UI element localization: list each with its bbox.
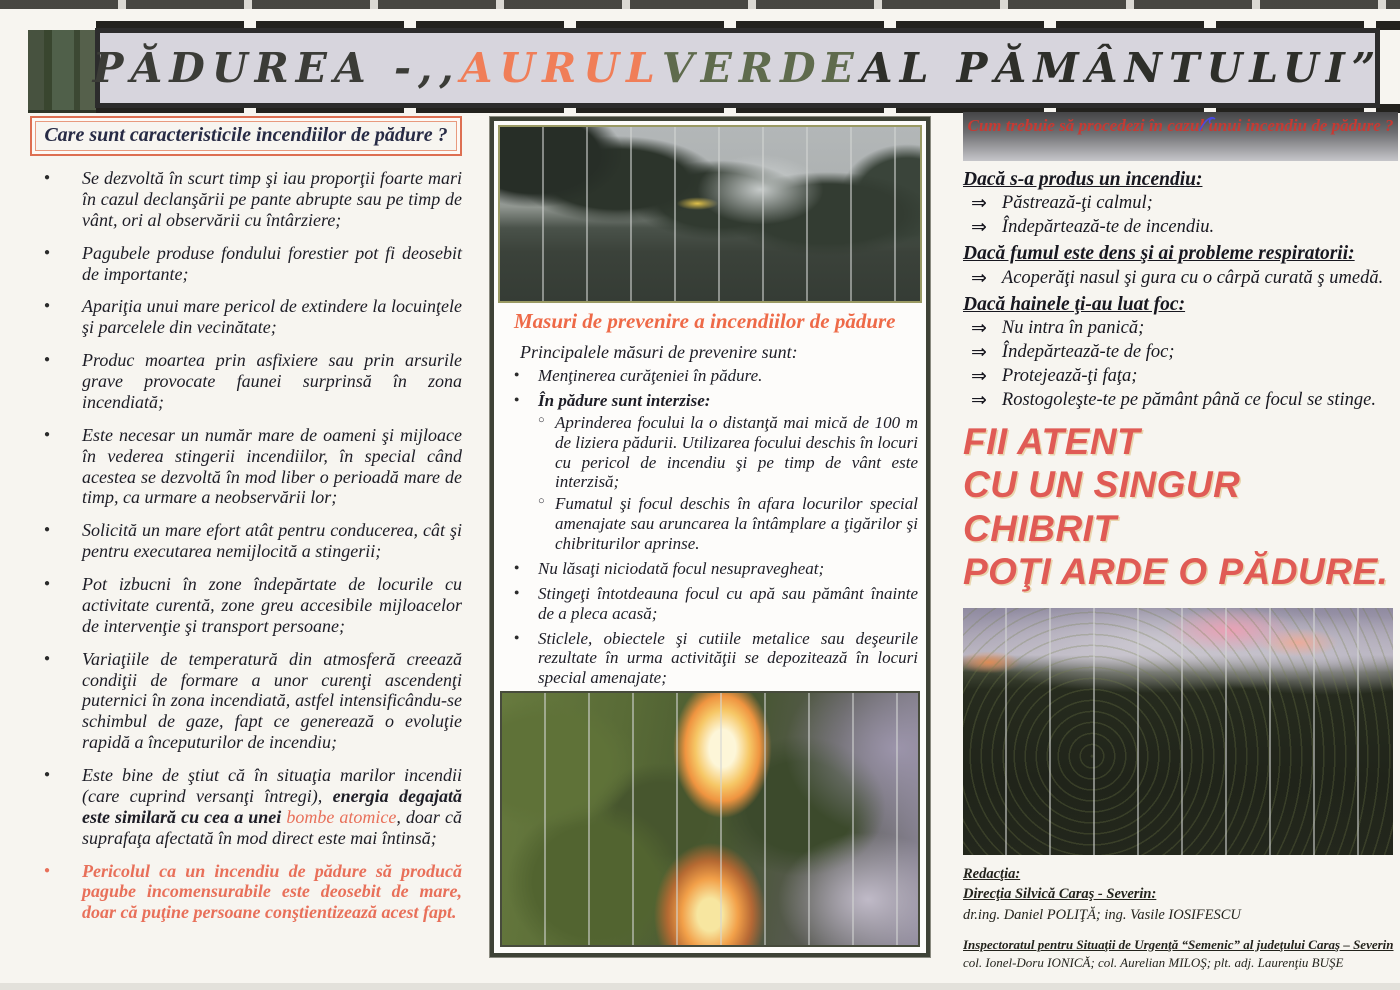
instruction-text: Rostogoleşte-te pe pământ până ce focul se stinge.: [1001, 390, 1376, 411]
emergency-instructions: [963, 165, 1400, 414]
credit-line: col. Ionel-Doru IONICĂ; col. Aurelian MILOŞ; plt. adj. Laurenţiu BUŞE: [963, 955, 1344, 971]
prevention-item: [502, 366, 918, 386]
text-run: Este necesar un număr mare de oameni şi mijloace în vederea stingerii incendiilor, în special când acestea se dezvoltă în mod liber o perioadă mare de timp, ca urmare a neobservării lor;: [82, 424, 462, 508]
credit-line: Redacţia:: [963, 866, 1021, 882]
credit-line: dr.ing. Daniel POLIŢĂ; ing. Vasile IOSIFESCU: [963, 906, 1241, 923]
prevention-item-text: În pădure sunt interzise:: [538, 390, 711, 410]
warning-line: CU UN SINGUR CHIBRIT: [963, 464, 1241, 549]
text-run: Pot izbucni în zone îndepărtate de locurile cu activitate curentă, zone greu accesibile mijloacelor de intervenţie şi transport persoane;: [82, 574, 462, 636]
instruction-item: [963, 366, 1400, 388]
prevention-subitem: ○ Aprinderea focului la o distanţă mai mică de 100 m de liziera pădurii. Utilizarea focului deschis în locuri cu pericol de incendiu şi pe timp de vânt este interzisă;: [538, 413, 918, 493]
instruction-section-title: Dacă fumul este dens şi ai probleme respiratorii:: [963, 243, 1355, 265]
characteristic-item: [30, 350, 462, 413]
double-arrow-icon: ⇒: [971, 217, 987, 239]
prevention-column: [490, 117, 930, 957]
prevention-item: [502, 559, 918, 579]
instruction-item: [963, 318, 1400, 340]
prevention-item-text: Menţinerea curăţeniei în pădure.: [538, 366, 763, 385]
prevention-intro: Principalele măsuri de prevenire sunt:: [520, 342, 798, 362]
double-arrow-icon: ⇒: [971, 318, 987, 340]
banner-title-segment: AURUL: [460, 44, 662, 92]
warning-line: POŢI ARDE O PĂDURE.: [963, 550, 1389, 592]
prevention-sublist: [538, 413, 918, 554]
double-arrow-icon: ⇒: [971, 342, 987, 364]
green-corner-block: [28, 30, 96, 113]
instruction-item: [963, 342, 1400, 364]
pen-mark: [1196, 114, 1218, 134]
instruction-section-title: Dacă s-a produs un incendiu:: [963, 169, 1203, 190]
credit-line: Direcţia Silvică Caraş - Severin:: [963, 886, 1157, 903]
prevention-heading: Masuri de prevenire a incendiilor de pădure: [514, 309, 896, 333]
instruction-text: Nu intra în panică;: [1001, 318, 1145, 339]
characteristic-item: [30, 765, 462, 849]
banner-title-segment: AL PĂMÂNTULUI”: [860, 44, 1383, 92]
text-run: Pagubele produse fondului forestier pot fi deosebit de importante;: [82, 242, 462, 284]
credit-line: Inspectoratul pentru Situaţii de Urgenţă “Semenic” al judeţului Caraş – Severin: [963, 936, 1394, 952]
credits-block: [963, 864, 1400, 972]
text-run: , doar că suprafaţa afectată în mod direct este mai întinsă;: [82, 806, 462, 848]
poster-title-banner: [92, 28, 1383, 108]
top-edge-dashed-border: [0, 0, 1400, 9]
characteristic-item: [30, 296, 462, 338]
prevention-item: [502, 584, 918, 624]
double-arrow-icon: ⇒: [971, 267, 987, 289]
double-arrow-icon: ⇒: [971, 193, 987, 215]
characteristic-item: [30, 649, 462, 753]
text-run: Solicită un mare efort atât pentru conducerea, cât şi pentru executarea nemijlocită a stingerii;: [82, 520, 462, 562]
characteristic-item: [30, 574, 462, 637]
characteristics-heading-box: [30, 116, 462, 156]
characteristics-column: [30, 116, 462, 935]
characteristic-item: [30, 861, 462, 924]
prevention-item-text: Stingeţi întotdeauna focul cu apă sau pământ înainte de a pleca acasă;: [538, 583, 918, 623]
characteristic-item: [30, 520, 462, 562]
prevention-item: [502, 391, 918, 554]
bottom-scan-edge: [0, 983, 1400, 990]
text-run: Se dezvoltă în scurt timp şi iau proporţii foarte mari în cazul declanşării pe pante abrupte sau pe timp de vânt, ori al observării cu întârziere;: [82, 168, 462, 230]
prevention-list: [502, 366, 918, 733]
characteristic-item: [30, 168, 462, 231]
photo-forest-fire: [500, 691, 920, 947]
text-run: Produc moartea prin asfixiere sau prin arsurile grave provocate faunei surprinsă în zona incendiată;: [82, 350, 462, 412]
instruction-text: Acoperăţi nasul şi gura cu o cârpă curată ş umedă.: [1001, 267, 1384, 288]
instruction-item: [963, 217, 1400, 239]
photo-smoky-hillside: [498, 125, 922, 303]
prevention-item-text: Nu lăsaţi niciodată focul nesupravegheat;: [538, 558, 825, 578]
photo-burned-field: [963, 608, 1393, 855]
instruction-text: Îndepărtează-te de incendiu.: [1001, 217, 1215, 238]
prevention-item: [502, 629, 918, 689]
instruction-section-title: Dacă hainele ţi-au luat foc:: [963, 293, 1186, 315]
text-run: Apariţia unui mare pericol de extindere la locuinţele şi parcelele din vecinătate;: [82, 296, 462, 338]
text-run: energia degajată este similară cu cea a unei: [82, 785, 462, 827]
instruction-text: Îndepărtează-te de foc;: [1001, 342, 1175, 363]
instruction-item: [963, 390, 1400, 412]
instruction-text: Protejează-ţi faţa;: [1001, 366, 1138, 387]
warning-line: FII ATENT: [963, 421, 1141, 462]
characteristics-heading: Care sunt caracteristicile incendiilor de pădure ?: [44, 124, 448, 146]
instruction-item: [963, 193, 1400, 215]
double-arrow-icon: ⇒: [971, 366, 987, 388]
characteristic-item: [30, 243, 462, 285]
text-run: Pericolul ca un incendiu de pădure să producă pagube incomensurabile este deosebit de mare, doar că puţine persoane conştientizează acest fapt.: [82, 860, 462, 923]
banner-title-segment: PĂDUREA -,,: [92, 44, 461, 92]
warning-slogan: [963, 420, 1400, 593]
characteristic-item: [30, 425, 462, 509]
text-run: Variaţiile de temperatură din atmosferă creează condiţii de formare a unor curenţi ascendenţi puternici în zona incendiată, astfel intensificându-se schimbul de gaze, fapt ce generează o evoluţie rapidă a începuturilor de incendiu;: [82, 648, 462, 753]
instruction-text: Păstrează-ţi calmul;: [1001, 193, 1153, 214]
double-arrow-icon: ⇒: [971, 390, 987, 412]
instruction-item: [963, 268, 1400, 290]
characteristics-list: [30, 168, 462, 923]
prevention-item-text: Sticlele, obiectele şi cutiile metalice sau deşeurile rezultate în urma activităţii se depozitează în locuri special amenajate;: [538, 628, 918, 688]
banner-title-segment: VERDE: [661, 44, 861, 92]
prevention-subitem: ○ Fumatul şi focul deschis în afara locurilor special amenajate sau aruncarea la întâmplare a ţigărilor şi chibriturilor aprinse.: [538, 494, 918, 554]
text-run: Este bine de ştiut că în situaţia marilor incendii (care cuprind versanţi întregi),: [82, 765, 462, 806]
text-run: bombe atomice: [286, 806, 397, 827]
emergency-heading: Cum trebuie să procedezi în cazul unui incendiu de pădure ?: [963, 112, 1398, 161]
